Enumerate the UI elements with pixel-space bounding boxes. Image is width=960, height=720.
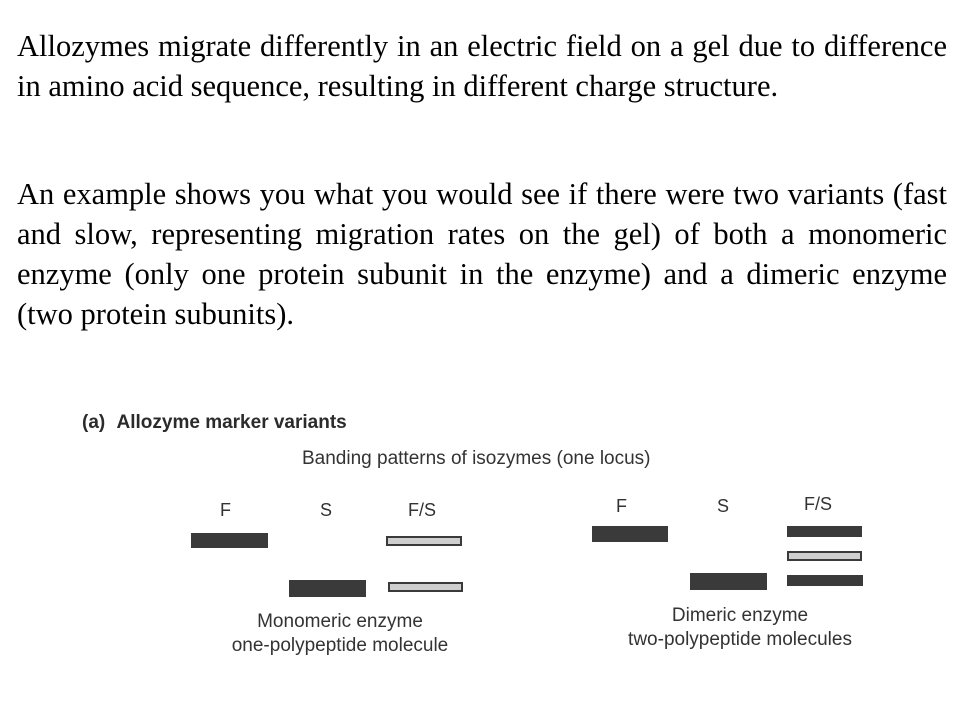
mono-lane-fs-label: F/S [408, 500, 437, 520]
panel-label: (a) [82, 412, 106, 433]
di-caption-line2: two-polypeptide molecules [628, 629, 852, 650]
di-lane-f-label: F [616, 496, 627, 516]
mono-lane-s-label: S [320, 500, 333, 520]
di-lane-s-label: S [717, 496, 730, 516]
figure-subtitle: Banding patterns of isozymes (one locus) [302, 448, 651, 469]
di-fs-fast-band [787, 526, 862, 537]
di-s-band [690, 573, 767, 590]
paragraph-migration: Allozymes migrate differently in an electric field on a gel due to difference in amino acid sequence, resulting in different charge structure. [17, 29, 947, 103]
figure-title-text: Allozyme marker variants [116, 412, 347, 433]
mono-caption [190, 610, 490, 658]
allozyme-figure [0, 390, 960, 720]
mono-caption-line2: one-polypeptide molecule [231, 635, 449, 656]
figure-title [82, 412, 347, 434]
di-lane-fs-label: F/S [804, 494, 833, 514]
mono-fs-slow-band [388, 582, 463, 592]
mono-caption-line1: Monomeric enzyme [257, 611, 423, 632]
mono-f-band [191, 533, 268, 548]
di-f-band [592, 526, 668, 542]
di-caption [585, 604, 895, 652]
mono-lane-f-label: F [220, 500, 231, 520]
mono-s-band [289, 580, 366, 597]
di-fs-slow-band [787, 575, 863, 586]
di-fs-hybrid-band [787, 551, 862, 561]
paragraph-example: An example shows you what you would see if there were two variants (fast and slow, representing migration rates on the gel) of both a monomeric enzyme (only one protein subunit in the enzyme) and a dimeric enzyme (two protein subunits). [17, 177, 947, 331]
di-caption-line1: Dimeric enzyme [671, 605, 809, 626]
mono-fs-fast-band [386, 536, 462, 546]
